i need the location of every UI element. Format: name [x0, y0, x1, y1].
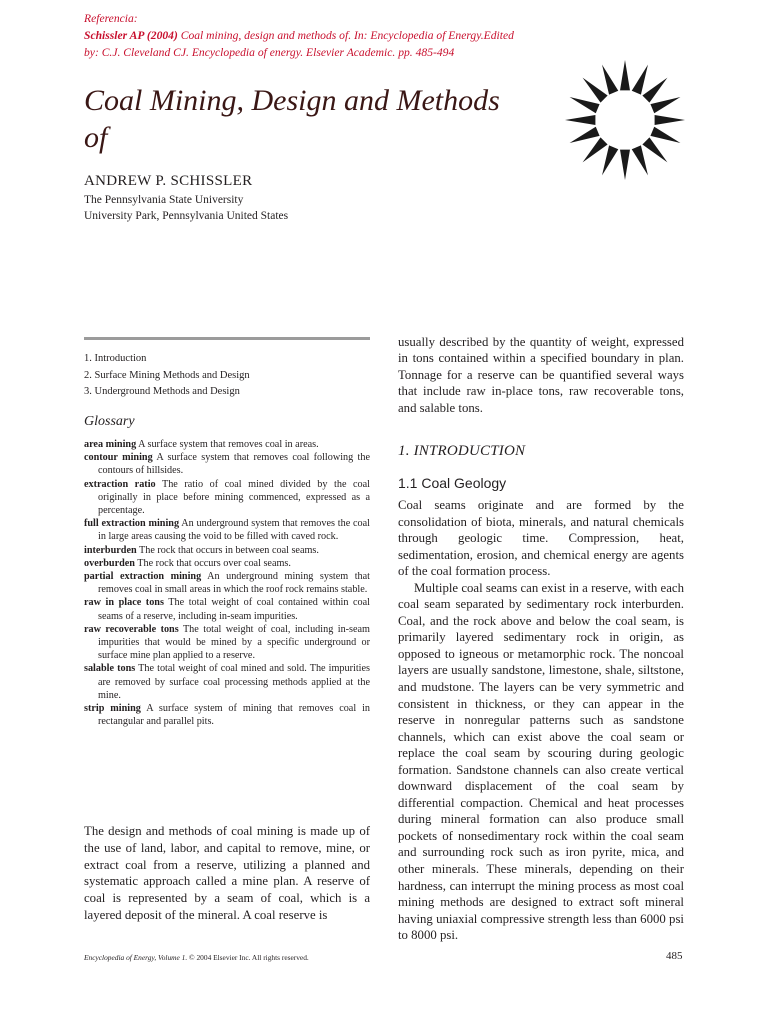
glossary-term: interburden — [84, 544, 137, 556]
table-of-contents — [84, 351, 370, 401]
glossary-entry — [84, 544, 370, 557]
glossary-definition: The rock that occurs in between coal seams. — [136, 544, 319, 556]
glossary-entry — [84, 451, 370, 477]
glossary-term: full extraction mining — [84, 518, 180, 530]
glossary-definition: An underground system that removes the coal in large areas causing the void to be filled with caved rock. — [98, 518, 370, 543]
glossary-definition: The ratio of coal mined divided by the coal originally in place before mining commenced, expressed as a percentage. — [98, 478, 371, 517]
subsection-heading: 1.1 Coal Geology — [398, 475, 507, 491]
author-name: ANDREW P. SCHISSLER — [84, 173, 253, 189]
glossary-term: extraction ratio — [84, 478, 156, 490]
footer-copyright: © 2004 Elsevier Inc. All rights reserved. — [187, 953, 309, 962]
sun-ray — [583, 78, 608, 103]
glossary-entry — [84, 438, 370, 451]
affiliation-line: University Park, Pennsylvania United States — [84, 210, 289, 222]
sun-ray — [632, 65, 648, 95]
reference-label: Referencia: — [84, 12, 138, 25]
page-footer — [84, 953, 309, 962]
glossary-term: overburden — [84, 557, 135, 569]
author-affiliation — [84, 192, 484, 224]
reference-citation — [84, 27, 514, 61]
body-paragraph: Coal seams originate and are formed by the consolidation of biota, minerals, and natural chemicals through geologic time. Compression, heat, sedimentation, erosion, and chemical energy are agents of the coal formation process. — [398, 498, 684, 579]
sun-ray — [620, 60, 630, 90]
reference-author-year: Schissler AP (2004) — [84, 29, 178, 42]
glossary-entry — [84, 702, 370, 728]
glossary-entry — [84, 662, 370, 702]
toc-item: 1. Introduction — [84, 353, 147, 364]
glossary-entry — [84, 557, 370, 570]
glossary-term: area mining — [84, 439, 137, 450]
toc-item: 2. Surface Mining Methods and Design — [84, 369, 250, 381]
article-title: Coal Mining, Design and Methods of — [84, 84, 500, 154]
section-divider — [84, 337, 370, 340]
affiliation-line: The Pennsylvania State University — [84, 194, 244, 206]
sun-ray — [570, 97, 600, 113]
reference-note — [84, 10, 514, 61]
section-heading: 1. INTRODUCTION — [398, 443, 526, 459]
glossary-term: raw in place tons — [84, 597, 164, 609]
sun-ray — [632, 145, 648, 175]
glossary-term: strip mining — [84, 703, 141, 715]
toc-item: 3. Underground Methods and Design — [84, 386, 240, 398]
intro-paragraph: The design and methods of coal mining is made up of the use of land, labor, and capital to remove, mine, or extract coal from a reserve, utilizing a planned and systematic approach called a mine plan. A reserve of coal is represented by a seam of coal, which is a layered deposit of the mineral. A coal reserve is — [84, 824, 370, 922]
footer-source: Encyclopedia of Energy, Volume 1. — [84, 953, 188, 962]
glossary-definition: A surface system of mining that removes coal in rectangular and parallel pits. — [98, 703, 370, 728]
glossary-definition: The rock that occurs over coal seams. — [134, 557, 291, 569]
glossary-heading: Glossary — [84, 414, 135, 429]
glossary-definition: An underground mining system that removes coal in small areas in which the roof rock remains stable. — [98, 571, 371, 596]
sun-ray — [650, 127, 680, 143]
sun-ray — [583, 137, 608, 162]
sun-ray — [655, 115, 685, 125]
reference-citation-text: Coal mining, design and methods of. In: Encyclopedia of Energy.Edited by: C.J. Cleveland CJ. Encyclopedia of energy. Elsevier Academic. pp. 485-494 — [84, 29, 514, 59]
page-number: 485 — [666, 950, 683, 962]
glossary-term: salable tons — [84, 663, 136, 675]
sun-ray — [602, 145, 618, 175]
glossary-term: contour mining — [84, 452, 153, 464]
glossary-entry — [84, 570, 370, 596]
glossary-definition: A surface system that removes coal in areas. — [136, 439, 319, 450]
glossary-term: partial extraction mining — [84, 571, 202, 583]
sun-ray — [602, 65, 618, 95]
sun-ray — [565, 115, 595, 125]
glossary-definition: The total weight of coal, including in-seam impurities that would be mined by a specific underground or surface mine plan applied to a reserve. — [98, 623, 370, 662]
glossary-entry — [84, 478, 370, 518]
glossary-list — [84, 438, 370, 728]
coal-geology-text — [398, 497, 684, 944]
sun-ray — [620, 150, 630, 180]
sun-ray — [642, 137, 667, 162]
continuation-paragraph: usually described by the quantity of weight, expressed in tons contained within a specified boundary in plan. Tonnage for a reserve can be quantified several ways that include raw in-place tons, raw recoverable tons, and salable tons. — [398, 335, 684, 415]
sun-burst-icon — [563, 58, 687, 182]
sun-ray — [650, 97, 680, 113]
glossary-definition: A surface system that removes coal following the contours of hillsides. — [98, 452, 370, 477]
glossary-definition: The total weight of coal contained within coal seams of a reserve, including in-seam impurities. — [98, 597, 371, 622]
glossary-term: raw recoverable tons — [84, 623, 179, 635]
glossary-entry — [84, 596, 370, 622]
body-paragraph: Multiple coal seams can exist in a reserve, with each coal seam separated by sedimentary rock interburden. Coal, and the rock above and below the coal seam, is primarily layered sedimentary rock in origin, as opposed to igneous or metamorphic rock. The noncoal layers are usually sandstone, limestone, shale, siltstone, and mudstone. The layers can be very symmetric and consistent in thickness, or they can appear in the reserve in nonregular patterns such as sandstone channels, which can exist above the coal seam or replace the coal seam by scouring during geologic formation. Sandstone channels can also create vertical downward displacement of the coal seam by differential compaction. Chemical and heat processes during mineral formation can also produce small pockets of nonsedimentary rock within the coal seam and surrounding rock such as iron pyrite, mica, and other minerals. These minerals, depending on their hardness, can interrupt the mining process as most coal mining methods are designed to extract soft mineral having uniaxial compressive strength less than 6000 psi to 8000 psi. — [398, 580, 684, 943]
glossary-entry — [84, 517, 370, 543]
sun-ray — [642, 78, 667, 103]
sun-ray — [570, 127, 600, 143]
glossary-definition: The total weight of coal mined and sold. The impurities are removed by surface coal processing methods applied at the mine. — [98, 663, 370, 701]
glossary-entry — [84, 623, 370, 663]
